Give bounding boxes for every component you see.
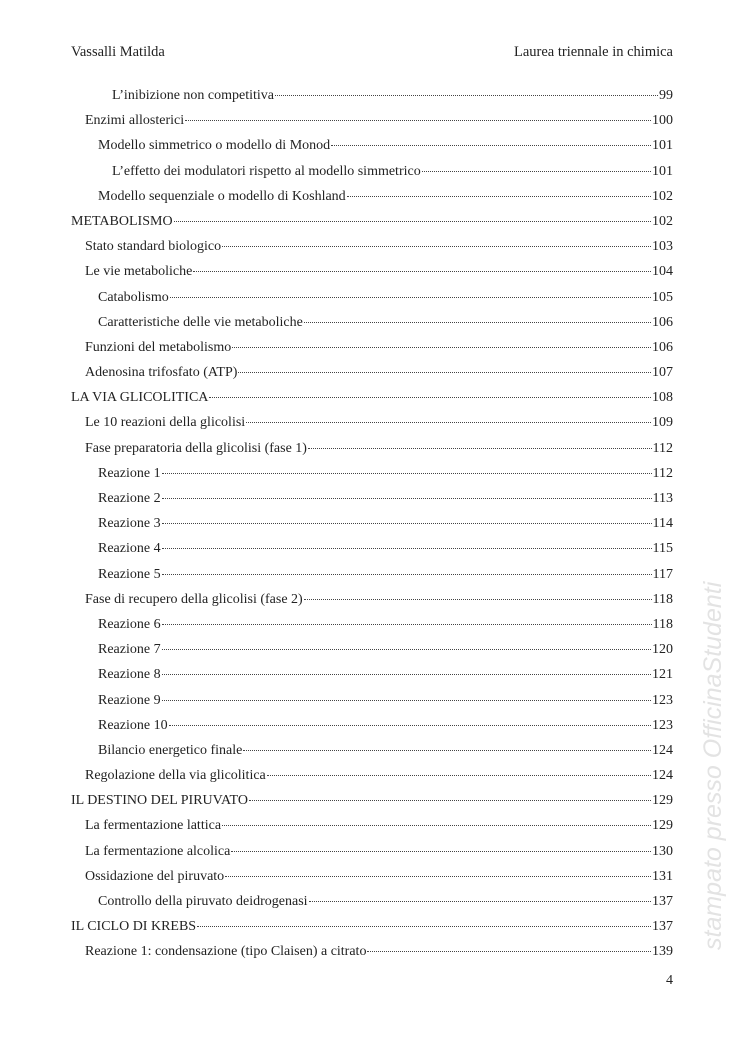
dot-leader bbox=[162, 649, 651, 650]
dot-leader bbox=[331, 145, 651, 146]
toc-entry-page: 118 bbox=[652, 616, 673, 632]
toc-entry-title: Reazione 1: condensazione (tipo Claisen) a citrato bbox=[85, 944, 367, 960]
toc-entry-page: 117 bbox=[652, 566, 673, 582]
toc-entry-title: Modello simmetrico o modello di Monod bbox=[98, 138, 331, 154]
toc-entry[interactable] bbox=[71, 415, 673, 440]
dot-leader bbox=[162, 624, 652, 625]
toc-entry-page: 120 bbox=[652, 642, 673, 658]
toc-entry-title: Ossidazione del piruvato bbox=[85, 868, 225, 884]
toc-entry[interactable] bbox=[71, 466, 673, 491]
toc-entry[interactable] bbox=[71, 844, 673, 869]
toc-entry[interactable] bbox=[71, 189, 673, 214]
dot-leader bbox=[197, 926, 651, 927]
toc-entry-page: 139 bbox=[652, 944, 673, 960]
toc-entry-title: METABOLISMO bbox=[71, 213, 173, 229]
toc-entry[interactable] bbox=[71, 768, 673, 793]
toc-entry[interactable] bbox=[71, 264, 673, 289]
toc-entry-page: 100 bbox=[652, 113, 673, 129]
table-of-contents bbox=[71, 88, 673, 970]
toc-entry[interactable] bbox=[71, 894, 673, 919]
toc-entry[interactable] bbox=[71, 164, 673, 189]
toc-entry-title: Reazione 3 bbox=[98, 516, 161, 532]
toc-entry-title: L’inibizione non competitiva bbox=[112, 88, 275, 103]
toc-entry[interactable] bbox=[71, 491, 673, 516]
dot-leader bbox=[162, 548, 652, 549]
toc-entry-title: Modello sequenziale o modello di Koshland bbox=[98, 188, 346, 204]
toc-entry[interactable] bbox=[71, 138, 673, 163]
toc-entry[interactable] bbox=[71, 919, 673, 944]
toc-entry-title: Fase di recupero della glicolisi (fase 2) bbox=[85, 591, 303, 607]
toc-entry-title: Funzioni del metabolismo bbox=[85, 339, 232, 355]
toc-entry-title: Reazione 9 bbox=[98, 692, 161, 708]
dot-leader bbox=[304, 599, 652, 600]
toc-entry-page: 105 bbox=[652, 289, 673, 305]
dot-leader bbox=[249, 800, 651, 801]
toc-entry-page: 106 bbox=[652, 314, 673, 330]
toc-entry-title: LA VIA GLICOLITICA bbox=[71, 390, 209, 406]
toc-entry[interactable] bbox=[71, 567, 673, 592]
toc-entry-page: 123 bbox=[652, 717, 673, 733]
toc-entry-page: 112 bbox=[652, 465, 673, 481]
page-number: 4 bbox=[666, 973, 673, 988]
toc-entry-page: 112 bbox=[652, 440, 673, 456]
toc-entry[interactable] bbox=[71, 869, 673, 894]
toc-entry-page: 102 bbox=[652, 188, 673, 204]
toc-entry-page: 103 bbox=[652, 239, 673, 255]
toc-entry-title: IL CICLO DI KREBS bbox=[71, 919, 197, 935]
toc-entry[interactable] bbox=[71, 541, 673, 566]
toc-entry[interactable] bbox=[71, 617, 673, 642]
toc-entry-title: Reazione 6 bbox=[98, 616, 161, 632]
toc-entry[interactable] bbox=[71, 290, 673, 315]
toc-entry-title: Reazione 4 bbox=[98, 541, 161, 557]
toc-entry-page: 130 bbox=[652, 843, 673, 859]
dot-leader bbox=[174, 221, 651, 222]
toc-entry[interactable] bbox=[71, 743, 673, 768]
toc-entry-title: IL DESTINO DEL PIRUVATO bbox=[71, 793, 248, 809]
toc-entry-title: Regolazione della via glicolitica bbox=[85, 768, 266, 784]
header-author: Vassalli Matilda bbox=[71, 44, 165, 60]
dot-leader bbox=[422, 171, 651, 172]
toc-entry[interactable] bbox=[71, 340, 673, 365]
dot-leader bbox=[243, 750, 651, 751]
toc-entry-page: 109 bbox=[652, 415, 673, 431]
toc-entry-title: Stato standard biologico bbox=[85, 239, 222, 255]
toc-entry-page: 101 bbox=[652, 138, 673, 154]
toc-entry[interactable] bbox=[71, 365, 673, 390]
toc-entry-page: 124 bbox=[652, 742, 673, 758]
toc-entry[interactable] bbox=[71, 793, 673, 818]
toc-entry-title: Bilancio energetico finale bbox=[98, 742, 243, 758]
watermark: stampato presso OfficinaStudenti bbox=[699, 581, 727, 950]
dot-leader bbox=[267, 775, 651, 776]
dot-leader bbox=[185, 120, 651, 121]
dot-leader bbox=[170, 297, 651, 298]
toc-entry-page: 137 bbox=[652, 894, 673, 909]
toc-entry[interactable] bbox=[71, 113, 673, 138]
toc-entry-title: Fase preparatoria della glicolisi (fase 1) bbox=[85, 440, 307, 456]
toc-entry-title: La fermentazione lattica bbox=[85, 818, 222, 834]
toc-entry-page: 102 bbox=[652, 213, 673, 229]
toc-entry-page: 106 bbox=[652, 339, 673, 355]
dot-leader bbox=[246, 422, 651, 423]
toc-entry-title: Reazione 10 bbox=[98, 717, 168, 733]
toc-entry-page: 131 bbox=[652, 868, 673, 884]
toc-entry-title: Controllo della piruvato deidrogenasi bbox=[98, 894, 308, 909]
toc-entry[interactable] bbox=[71, 441, 673, 466]
dot-leader bbox=[275, 95, 658, 96]
toc-entry-page: 113 bbox=[652, 491, 673, 506]
toc-entry[interactable] bbox=[71, 239, 673, 264]
toc-entry-page: 108 bbox=[652, 390, 673, 406]
dot-leader bbox=[367, 951, 651, 952]
toc-entry-page: 129 bbox=[652, 793, 673, 809]
toc-entry-title: Reazione 2 bbox=[98, 491, 161, 506]
toc-entry[interactable] bbox=[71, 214, 673, 239]
toc-entry-title: Le 10 reazioni della glicolisi bbox=[85, 415, 246, 431]
toc-entry-page: 101 bbox=[652, 163, 673, 179]
toc-entry-title: Enzimi allosterici bbox=[85, 113, 185, 129]
dot-leader bbox=[209, 397, 651, 398]
dot-leader bbox=[162, 674, 651, 675]
toc-entry-title: Reazione 5 bbox=[98, 566, 161, 582]
dot-leader bbox=[309, 901, 651, 902]
dot-leader bbox=[162, 498, 652, 499]
dot-leader bbox=[232, 347, 651, 348]
dot-leader bbox=[225, 876, 651, 877]
dot-leader bbox=[162, 574, 652, 575]
toc-entry-page: 123 bbox=[652, 692, 673, 708]
toc-entry-title: L’effetto dei modulatori rispetto al modello simmetrico bbox=[112, 163, 421, 179]
dot-leader bbox=[193, 271, 651, 272]
toc-entry-title: Reazione 8 bbox=[98, 667, 161, 683]
dot-leader bbox=[231, 851, 651, 852]
dot-leader bbox=[304, 322, 651, 323]
toc-entry-page: 129 bbox=[652, 818, 673, 834]
dot-leader bbox=[222, 246, 651, 247]
toc-entry[interactable] bbox=[71, 667, 673, 692]
toc-entry[interactable] bbox=[71, 315, 673, 340]
toc-entry-title: Catabolismo bbox=[98, 289, 169, 305]
toc-entry-title: Adenosina trifosfato (ATP) bbox=[85, 365, 238, 381]
header-course: Laurea triennale in chimica bbox=[513, 44, 673, 60]
toc-entry[interactable] bbox=[71, 944, 673, 969]
toc-entry[interactable] bbox=[71, 390, 673, 415]
dot-leader bbox=[308, 448, 652, 449]
dot-leader bbox=[222, 825, 651, 826]
toc-entry-title: Caratteristiche delle vie metaboliche bbox=[98, 314, 303, 330]
toc-entry-page: 99 bbox=[659, 88, 673, 103]
toc-entry[interactable] bbox=[71, 592, 673, 617]
toc-entry-page: 124 bbox=[652, 768, 673, 784]
toc-entry-page: 115 bbox=[652, 541, 673, 557]
toc-entry-title: Reazione 1 bbox=[98, 465, 161, 481]
dot-leader bbox=[347, 196, 651, 197]
toc-entry-title: La fermentazione alcolica bbox=[85, 843, 231, 859]
toc-entry[interactable] bbox=[71, 693, 673, 718]
toc-entry-page: 121 bbox=[652, 667, 673, 683]
toc-entry-page: 107 bbox=[652, 365, 673, 381]
toc-entry-page: 137 bbox=[652, 919, 673, 935]
toc-entry[interactable] bbox=[71, 642, 673, 667]
dot-leader bbox=[169, 725, 651, 726]
dot-leader bbox=[162, 473, 652, 474]
toc-entry-title: Le vie metaboliche bbox=[85, 264, 193, 280]
toc-entry[interactable] bbox=[71, 718, 673, 743]
dot-leader bbox=[162, 700, 651, 701]
toc-entry[interactable] bbox=[71, 818, 673, 843]
toc-entry[interactable] bbox=[71, 88, 673, 113]
dot-leader bbox=[238, 372, 651, 373]
toc-entry-title: Reazione 7 bbox=[98, 642, 161, 658]
toc-entry-page: 118 bbox=[652, 591, 673, 607]
dot-leader bbox=[162, 523, 652, 524]
toc-entry-page: 104 bbox=[652, 264, 673, 280]
toc-entry[interactable] bbox=[71, 516, 673, 541]
toc-entry-page: 114 bbox=[652, 516, 673, 532]
